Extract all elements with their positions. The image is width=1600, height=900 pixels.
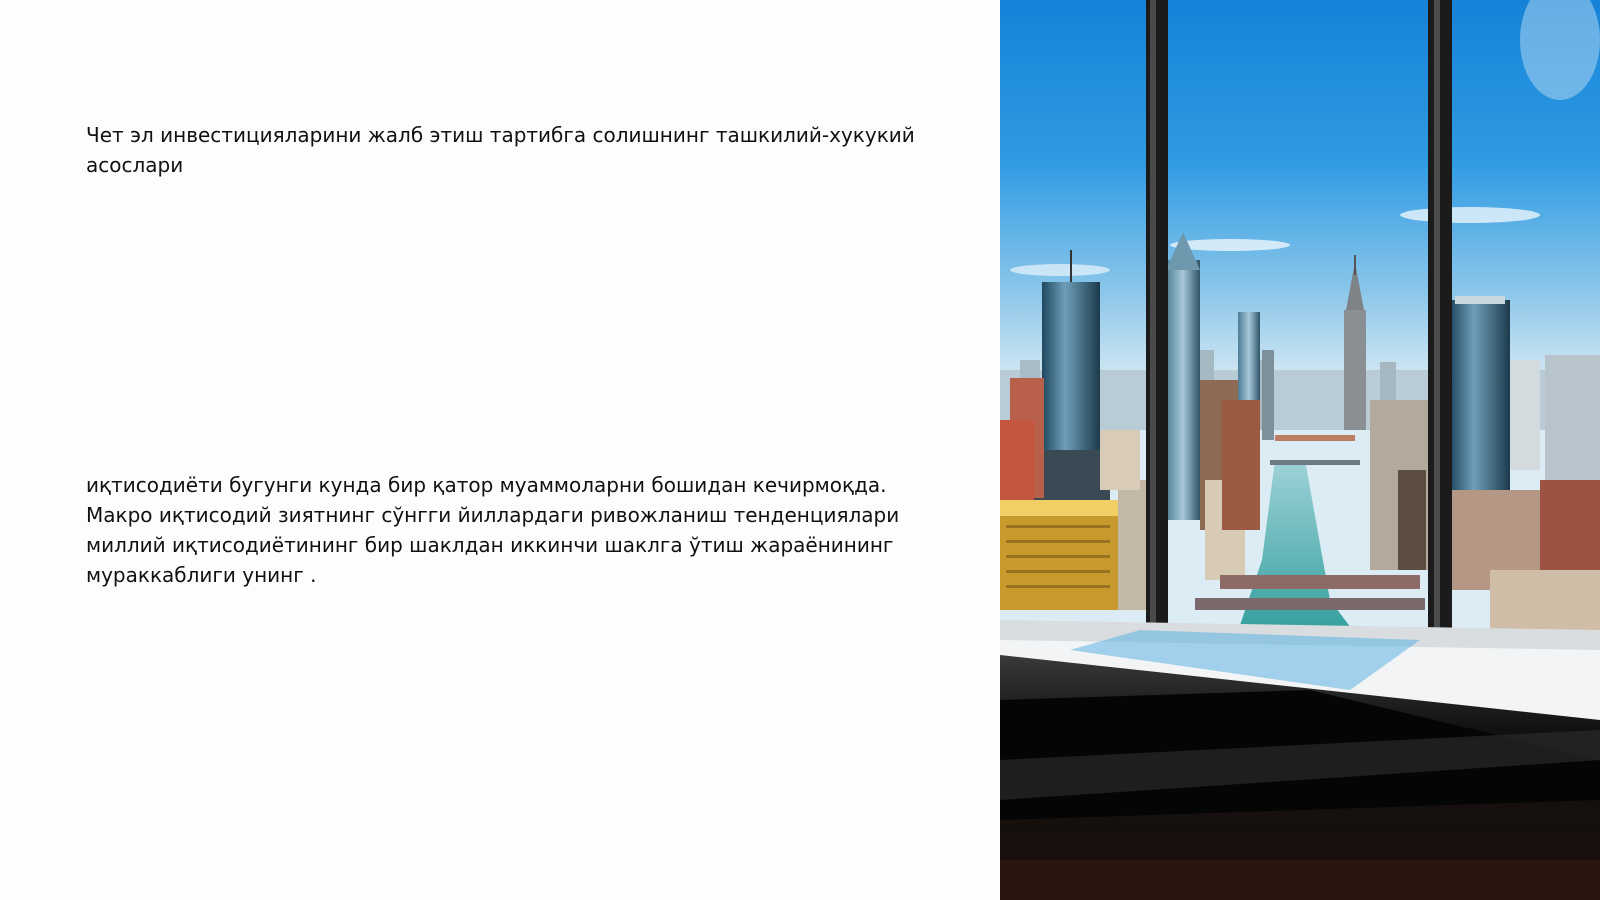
- slide-body-text: иқтисодиёти бугунги кунда бир қатор муаммоларни бошидан кечирмоқда. Макро иқтисодий зиятнинг сўнгги йиллардаги ривожланиш тенденциялари миллий иқтисодиётининг бир шаклдан иккинчи шаклга ўтиш жараёнининг мураккаблиги унинг .: [86, 473, 900, 587]
- city-skyline-photo: [1000, 0, 1600, 900]
- slide-title: Чет эл инвестицияларини жалб этиш тартибга солишнинг ташкилий-хукукий асослари: [86, 123, 915, 177]
